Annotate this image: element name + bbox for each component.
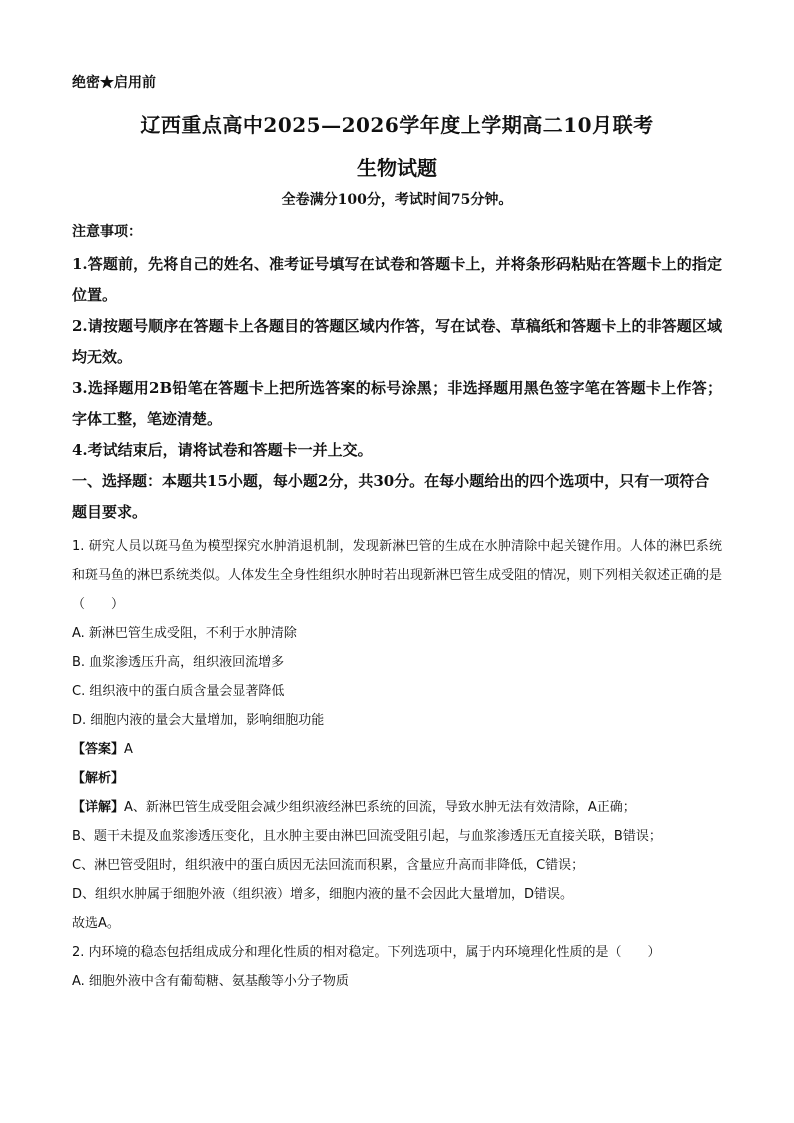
conclusion: 故选A。 [72, 916, 120, 931]
answer-value: A [124, 742, 133, 757]
question-2 [72, 938, 722, 996]
note-item: 3.选择题用2B铅笔在答题卡上把所选答案的标号涂黑；非选择题用黑色签字笔在答题卡上作答；字体工整，笔迹清楚。 [72, 379, 722, 428]
detail-line: C、淋巴管受阻时，组织液中的蛋白质因无法回流而积累，含量应升高而非降低，C错误； [72, 858, 585, 873]
question-1 [72, 532, 722, 938]
exam-page [72, 72, 722, 996]
option-d: D. 细胞内液的量会大量增加，影响细胞功能 [72, 713, 325, 728]
secret-label: 绝密★启用前 [72, 75, 156, 91]
note-item: 1.答题前，先将自己的姓名、准考证号填写在试卷和答题卡上，并将条形码粘贴在答题卡上的指定位置。 [72, 255, 722, 304]
question-stem: 2. 内环境的稳态包括组成成分和理化性质的相对稳定。下列选项中，属于内环境理化性质的是（ ） [72, 945, 661, 960]
detail-line: B、题干未提及血浆渗透压变化，且水肿主要由淋巴回流受阻引起，与血浆渗透压无直接关联，B错误； [72, 829, 662, 844]
analysis-tag: 【解析】 [72, 771, 125, 786]
exam-subject: 生物试题 [357, 156, 437, 180]
detail-text: A、新淋巴管生成受阻会减少组织液经淋巴系统的回流，导致水肿无法有效清除，A正确； [124, 800, 636, 815]
option-b: B. 血浆渗透压升高，组织液回流增多 [72, 655, 285, 670]
note-item: 2.请按题号顺序在答题卡上各题目的答题区域内作答，写在试卷、草稿纸和答题卡上的非答题区域均无效。 [72, 317, 722, 366]
section-heading: 一、选择题：本题共15小题，每小题2分，共30分。在每小题给出的四个选项中，只有一项符合题目要求。 [72, 472, 710, 521]
exam-title: 辽西重点高中2025—2026学年度上学期高二10月联考 [140, 113, 654, 137]
answer-tag: 【答案】 [72, 742, 125, 757]
detail-line: D、组织水肿属于细胞外液（组织液）增多，细胞内液的量不会因此大量增加，D错误。 [72, 887, 574, 902]
score-line: 全卷满分100分，考试时间75分钟。 [281, 192, 513, 208]
option-a: A. 新淋巴管生成受阻，不利于水肿清除 [72, 626, 297, 641]
answer-line [72, 735, 722, 764]
notes-heading: 注意事项： [72, 224, 142, 240]
option-a: A. 细胞外液中含有葡萄糖、氨基酸等小分子物质 [72, 974, 349, 989]
detail-tag: 【详解】 [72, 800, 125, 815]
note-item: 4.考试结束后，请将试卷和答题卡一并上交。 [72, 441, 373, 459]
detail-line [72, 793, 722, 822]
option-c: C. 组织液中的蛋白质含量会显著降低 [72, 684, 285, 699]
question-stem: 1. 研究人员以斑马鱼为模型探究水肿消退机制，发现新淋巴管的生成在水肿清除中起关键作用。人体的淋巴系统和斑马鱼的淋巴系统类似。人体发生全身性组织水肿时若出现新淋巴管生成受阻的情况，则下列相关叙述正确的是（ ） [72, 539, 723, 612]
